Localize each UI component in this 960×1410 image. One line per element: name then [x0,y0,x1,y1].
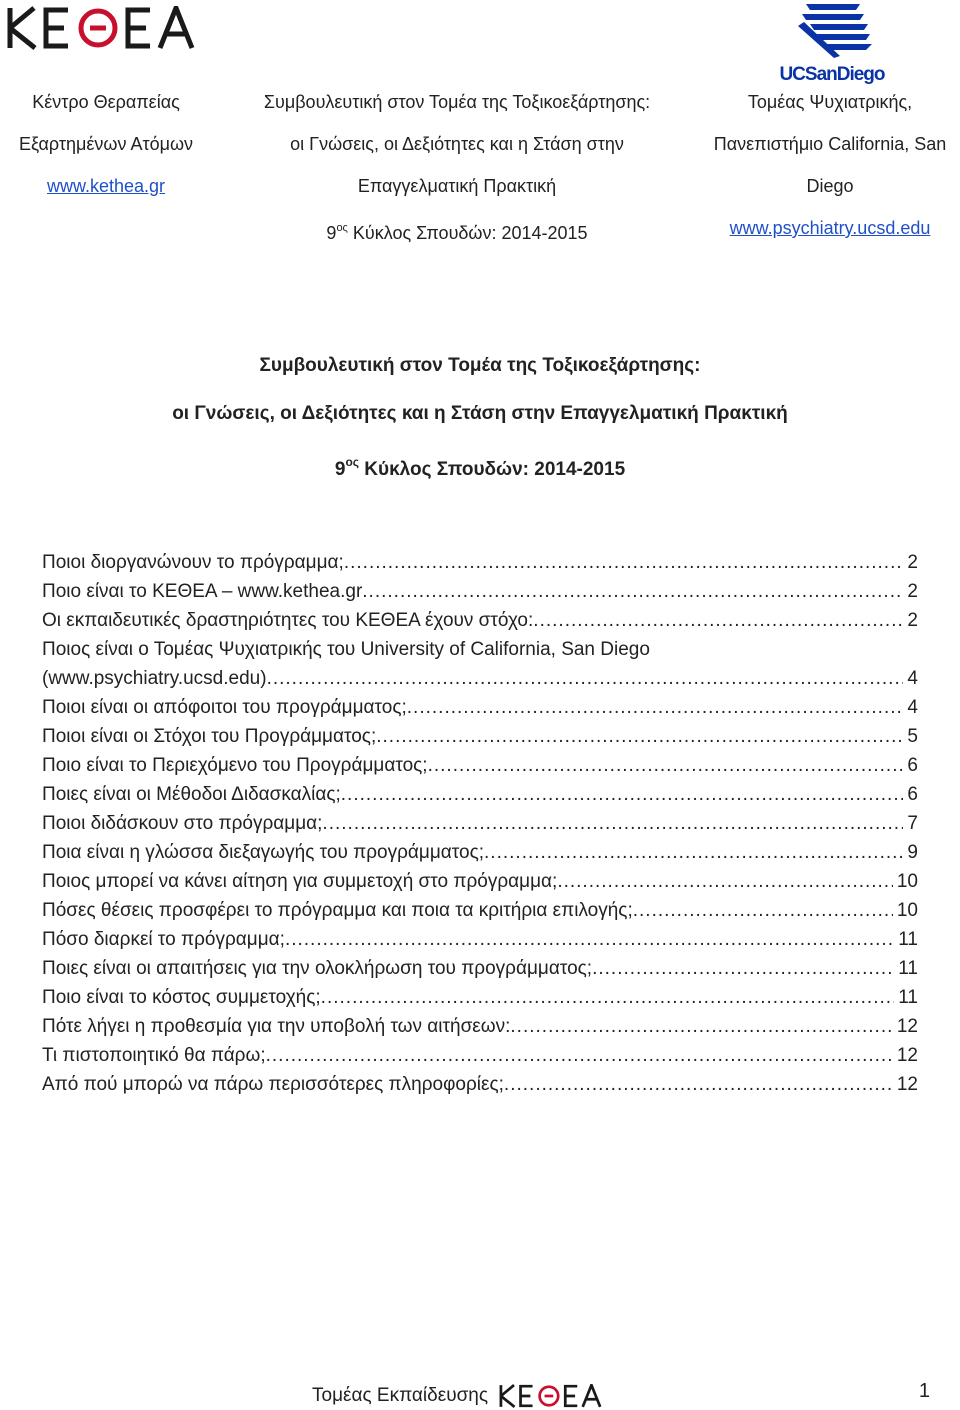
page-number: 1 [918,1380,930,1402]
kethea-logo [4,6,196,50]
toc-item[interactable]: Ποια είναι η γλώσσα διεξαγωγής του προγράμματος; ..... 9 [42,838,918,867]
header-middle-column [210,92,704,260]
toc-item[interactable]: Ποιο είναι το Περιεχόμενο του Προγράμματος; ..... 6 [42,751,918,780]
toc-item[interactable]: Ποιο είναι το κόστος συμμετοχής; ..... 11 [42,983,918,1012]
toc-item[interactable]: Τι πιστοποιητικό θα πάρω; ..... 12 [42,1041,918,1070]
toc-item-wrapped[interactable]: Ποιος είναι ο Τομέας Ψυχιατρικής του University of California, San Diego [42,639,650,660]
title-cycle: $9^{o\varsigma}$ Κύκλος Σπουδών: 2014-2015 [334,455,626,480]
toc-item[interactable]: Ποιοι διδάσκουν στο πρόγραμμα; ..... 7 [42,809,918,838]
toc-item[interactable]: Από πού μπορώ να πάρω περισσότερες πληροφορίες; ..... 12 [42,1070,918,1099]
kethea-logo-k [10,8,35,48]
toc-item[interactable]: Ποιος μπορεί να κάνει αίτηση για συμμετοχή στο πρόγραμμα; ..... 10 [42,867,918,896]
header-right-line3: Diego [806,176,854,196]
kethea-logo-a [160,8,192,48]
footer-kethea-logo [496,1384,604,1408]
ucsd-logo-text: UCSanDiego [779,64,885,84]
header-right-line1: Τομέας Ψυχιατρικής, [747,92,913,112]
kethea-logo-e2 [128,10,150,46]
page-footer [312,1378,604,1410]
kethea-logo-e1 [46,10,68,46]
toc-item[interactable]: Ποιες είναι οι Μέθοδοι Διδασκαλίας; ..... 6 [42,780,918,809]
document-title [0,353,960,497]
title-line2: οι Γνώσεις, οι Δεξιότητες και η Στάση στην Επαγγελματική Πρακτική [172,403,788,424]
header-left-column [0,92,212,218]
ucsd-psychiatry-link[interactable]: www.psychiatry.ucsd.edu [729,218,931,238]
toc-item[interactable]: Ποιοι είναι οι Στόχοι του Προγράμματος; ..... 5 [42,722,918,751]
toc-item[interactable]: Ποιες είναι οι απαιτήσεις για την ολοκλήρωση του προγράμματος; ..... 11 [42,954,918,983]
header-mid-line1: Συμβουλευτική στον Τομέα της Τοξικοεξάρτησης: [263,92,651,112]
header-left-line2: Εξαρτημένων Ατόμων [18,134,194,154]
toc-item[interactable]: Ποιο είναι το ΚΕΘΕΑ – www.kethea.gr ..... 2 [42,577,918,606]
table-of-contents [42,548,918,1099]
header-mid-cycle: $9^{o\varsigma}$ Κύκλος Σπουδών: 2014-2015 [326,222,588,243]
header-right-column [700,92,960,260]
header-mid-line3: Επαγγελματική Πρακτική [357,176,557,196]
header-left-line1: Κέντρο Θεραπείας [32,92,180,112]
ucsd-logo [776,0,888,84]
header-right-line2: Πανεπιστήμιο California, San [713,134,947,154]
toc-item[interactable]: Πόσες θέσεις προσφέρει το πρόγραμμα και ποια τα κριτήρια επιλογής; ..... 10 [42,896,918,925]
footer-label: Τομέας Εκπαίδευσης [312,1385,489,1406]
toc-item[interactable]: Ποιοι είναι οι απόφοιτοι του προγράμματος; ..... 4 [42,693,918,722]
header-mid-line2: οι Γνώσεις, οι Δεξιότητες και η Στάση στην [290,134,624,154]
toc-item[interactable]: Οι εκπαιδευτικές δραστηριότητες του ΚΕΘΕΑ έχουν στόχο: ..... 2 [42,606,918,635]
toc-item[interactable]: Πότε λήγει η προθεσμία για την υποβολή των αιτήσεων: ..... 12 [42,1012,918,1041]
title-line1: Συμβουλευτική στον Τομέα της Τοξικοεξάρτησης: [259,355,701,376]
kethea-link[interactable]: www.kethea.gr [46,176,166,196]
toc-item[interactable]: Πόσο διαρκεί το πρόγραμμα; ..... 11 [42,925,918,954]
toc-item[interactable]: (www.psychiatry.ucsd.edu) ..... 4 [42,664,918,693]
toc-item[interactable]: Ποιοι διοργανώνουν το πρόγραμμα; ..... 2 [42,548,918,577]
